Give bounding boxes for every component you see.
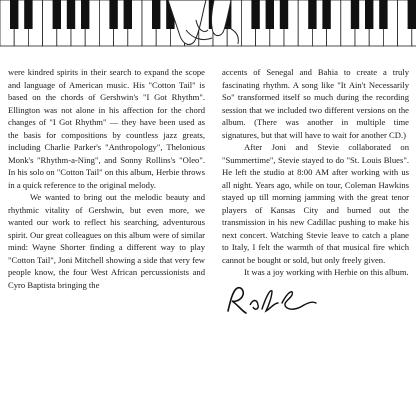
black-key (351, 0, 359, 29)
left-paragraph-1: were kindred spirits in their search to expand the scope and language of American music. His "Cotton Tail" is based on the chords of Gershwin's "I Got Rhythm". Ellington was not alone in his affection for the chord changes of "I Got Rhythm" — they have been used as the basis for compositions by countless jazz greats, including Charlie Parker's "Anthropology", Thelonious Monk's "Rhythm-a-Ning", and Sonny Rollins's "Oleo". In his solo on "Cotton Tail" on this album, Herbie throws in a quick reference to the original melody. (8, 67, 205, 190)
piano-keyboard-illustration (0, 0, 416, 50)
black-key (53, 0, 61, 29)
black-key (408, 0, 416, 29)
signature (222, 285, 409, 321)
right-paragraph-2: After Joni and Stevie collaborated on "Summertime", Stevie stayed to do "St. Louis Blues". He left the studio at 8:00 AM after working with us all night. Years ago, while on tour, Coleman Hawkins stayed up till morning jamming with the great tenor players of Kansas City and burned out the transmission in his new Cadillac pushing to make his next concert. Watching Stevie leave to catch a plane to Italy, I felt the warmth of that musical fire which cannot be bought or sold, but only freely given. (222, 142, 409, 265)
black-key (322, 0, 330, 29)
left-paragraph-2: We wanted to bring out the melodic beauty and rhythmic vitality of Gershwin, but even more, we wanted our work to reflect his searching, adventurous spirit. Our great colleagues on this album were of similar mind: Wayne Shorter finding a different way to play "Cotton Tail", Joni Mitchell showing a side that very few people know, the four West African percussionists and Cyro Baptista bringing the (8, 192, 205, 290)
left-text-column (8, 66, 205, 291)
black-key (124, 0, 132, 29)
black-key (365, 0, 373, 29)
black-key (10, 0, 18, 29)
black-key (109, 0, 117, 29)
signature-mark (222, 285, 322, 317)
black-key (152, 0, 160, 29)
black-key (251, 0, 259, 29)
black-key (266, 0, 274, 29)
black-key (67, 0, 75, 29)
black-key (308, 0, 316, 29)
black-key (379, 0, 387, 29)
right-paragraph-1: accents of Senegal and Bahia to create a truly fascinating rhythm. A song like "It Ain't Necessarily So" transformed itself so much during the recording session that we included two different versions on the album. (There was another in multiple time signatures, but that will have to wait for another CD.) (222, 67, 409, 140)
black-key (81, 0, 89, 29)
right-text-column (222, 66, 409, 320)
black-key (280, 0, 288, 29)
black-key (24, 0, 32, 29)
right-paragraph-3: It was a joy working with Herbie on this album. (244, 267, 409, 277)
